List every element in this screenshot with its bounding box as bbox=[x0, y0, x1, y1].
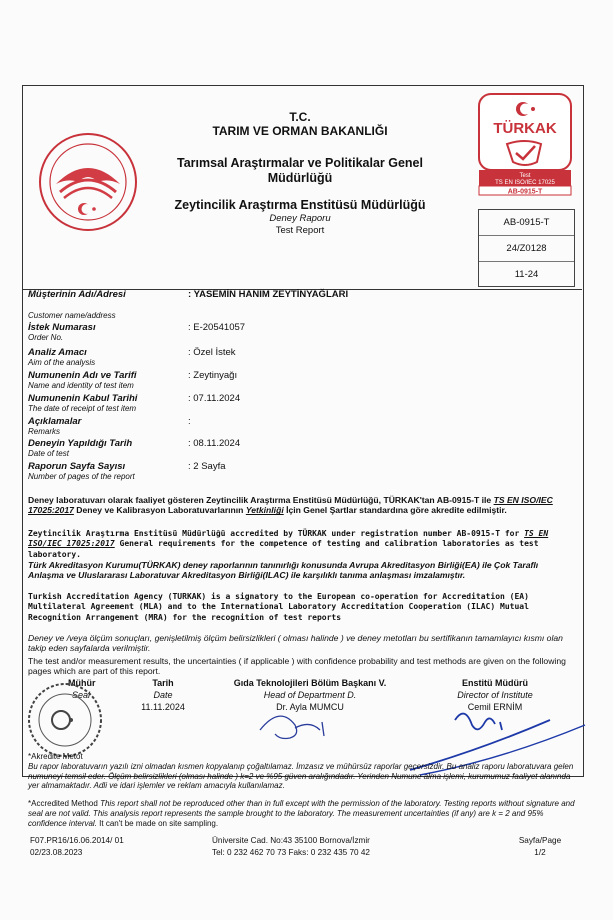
accreditation-paragraph-en: Zeytincilik Araştırma Enstitüsü Müdürlüğü accredited by TÜRKAK under registration number AB-0915-T for TS EN ISO/IEC 17025:2017 General requirements for the competence of testing and calibration laboratories as test laboratory. bbox=[28, 529, 549, 559]
field-label: Raporun Sayfa Sayısı bbox=[28, 461, 126, 472]
ministry-title: TARIM VE ORMAN BAKANLIĞI bbox=[212, 124, 388, 138]
head-title: Gıda Teknolojileri Bölüm Başkanı V. bbox=[233, 678, 387, 688]
notes-en: *Accredited Method This report shall not be reproduced other than in full except with the permission of the laboratory. Testing reports without signature and seal are not valid. This analysis report represents the sample brought to the laboratory. The measurement uncertainties (if any) are k = 2 and 95% confidence interval. It can't be made on site sampling. bbox=[28, 799, 575, 828]
seal-label-en: Seal bbox=[72, 690, 91, 700]
title-tc: T.C. bbox=[289, 110, 311, 124]
field-value: : YASEMİN HANIM ZEYTİNYAĞLARI bbox=[188, 289, 349, 300]
head-name: Dr. Ayla MUMCU bbox=[276, 702, 344, 712]
turkak-logo bbox=[477, 92, 573, 196]
head-title-en: Head of Department D. bbox=[263, 690, 357, 700]
field-value: : 07.11.2024 bbox=[188, 393, 241, 404]
date-label: Tarih bbox=[152, 678, 174, 688]
recognition-paragraph-en: Turkish Accreditation Agency (TURKAK) is a signatory to the European co-operation for Accreditation (EA) Multilateral Agreement (MLA) and to the International Laboratory Accreditation Cooperation (ILAC) Mutual Recognition Arrangement (MRA) for the recognition of test reports bbox=[28, 592, 529, 622]
field-label: Analiz Amacı bbox=[28, 347, 87, 358]
report-title-en: Test Report bbox=[275, 225, 325, 236]
report-date-code: 11-24 bbox=[514, 269, 539, 280]
phone-fax: Tel: 0 232 462 70 73 Faks: 0 232 435 70 42 bbox=[212, 848, 370, 857]
general-directorate-title: Tarımsal Araştırmalar ve Politikalar Genel Müdürlüğü bbox=[177, 156, 423, 185]
field-label: İstek Numarası bbox=[28, 322, 96, 333]
field-sublabel: Number of pages of the report bbox=[28, 472, 135, 481]
report-code-box bbox=[478, 209, 575, 287]
page-number: 1/2 bbox=[534, 848, 546, 857]
director-name: Cemil ERNİM bbox=[467, 702, 523, 712]
director-title-en: Director of Institute bbox=[457, 690, 533, 700]
report-title-tr: Deney Raporu bbox=[269, 213, 331, 224]
field-sublabel: Customer name/address bbox=[28, 311, 116, 320]
revision: 02/23.08.2023 bbox=[30, 848, 83, 857]
date-label-en: Date bbox=[153, 690, 173, 700]
field-value: : 2 Sayfa bbox=[188, 461, 226, 472]
field-label: Numunenin Adı ve Tarifi bbox=[28, 370, 137, 381]
results-paragraph-tr: Deney ve /veya ölçüm sonuçları, genişletilmiş ölçüm belirsizlikleri ( olması halinde ) ve deney metotları bu sertifikanın tamamlayıcı kısmı olan takip eden sayfalarda verilmiştir. bbox=[28, 633, 563, 654]
address: Üniversite Cad. No:43 35100 Bornova/İzmir bbox=[212, 836, 370, 845]
turkak-name: TÜRKAK bbox=[493, 120, 557, 137]
turkak-test: Test bbox=[519, 173, 531, 179]
field-sublabel: Order No. bbox=[28, 333, 64, 342]
field-value: : 08.11.2024 bbox=[188, 438, 241, 449]
field-value: : E-20541057 bbox=[188, 322, 246, 333]
field-sublabel: Name and identity of test item bbox=[28, 381, 134, 390]
page-label: Sayfa/Page bbox=[518, 836, 562, 845]
accreditation-code: AB-0915-T bbox=[479, 210, 574, 236]
recognition-paragraph-tr: Türk Akreditasyon Kurumu(TÜRKAK) deney raporlarının tanınırlığı konusunda Avrupa Akreditasyon Birliği(EA) ile Çok Taraflı Anlaşma ve Uluslararası Laboratuvar Akreditasyon Birliği(ILAC) ile karşılıklı tanıma anlaşması imzalamıştır. bbox=[28, 560, 539, 581]
turkak-code: AB-0915-T bbox=[507, 188, 543, 196]
field-value: : Zeytinyağı bbox=[188, 370, 238, 381]
director-title: Enstitü Müdürü bbox=[462, 678, 528, 688]
notes-tr: *Akredite Metot Bu rapor laboratuvarın yazılı izni olmadan kısmen kopyalanıp çoğaltılamaz. İmzasız ve mühürsüz raporlar geçersizdir. Bu analiz raporu laboratuvara gelen numuneyi temsil eder. Ölçüm belirsizlikleri (olması halinde ) k=2 ve %95 güven aralığındadır. Yerinden Numune alma işlemi, kurumumuz faaliyet alanında yer almamaktadır. Adli ve idari işlemler ve reklam amacıyla kullanılamaz. bbox=[28, 752, 574, 791]
accreditation-paragraph-tr: Deney laboratuvarı olarak faaliyet gösteren Zeytincilik Araştırma Enstitüsü Müdürlüğü, TÜRKAK'tan AB-0915-T ile TS EN ISO/IEC 17025:2017 Deney ve Kalibrasyon Laboratuvarlarının Yetkinliği İçin Genel Şartlar standardına göre akredite edilmiştir. bbox=[28, 495, 553, 516]
institute-title: Zeytincilik Araştırma Enstitüsü Müdürlüğü bbox=[174, 198, 426, 212]
field-sublabel: Remarks bbox=[28, 427, 61, 436]
field-sublabel: Date of test bbox=[28, 449, 69, 458]
turkak-standard: TS EN ISO/IEC 17025 bbox=[495, 180, 555, 186]
field-sublabel: The date of receipt of test item bbox=[28, 404, 137, 413]
signature-date: 11.11.2024 bbox=[141, 702, 185, 712]
field-sublabel: Aim of the analysis bbox=[28, 358, 96, 367]
field-label: Deneyin Yapıldığı Tarih bbox=[28, 438, 133, 449]
report-number: 24/Z0128 bbox=[479, 236, 574, 262]
ministry-seal-icon bbox=[38, 132, 138, 232]
field-label: Müşterinin Adı/Adresi bbox=[28, 289, 126, 300]
form-code: F07.PR16/16.06.2014/ 01 bbox=[30, 836, 124, 845]
official-stamp-icon bbox=[25, 680, 105, 760]
field-label: Numunenin Kabul Tarihi bbox=[28, 393, 138, 404]
field-value: : Özel İstek bbox=[188, 347, 236, 358]
seal-label: Mühür bbox=[68, 678, 96, 688]
field-label: Açıklamalar bbox=[28, 416, 82, 427]
field-value: : bbox=[188, 416, 191, 427]
results-paragraph-en: The test and/or measurement results, the uncertainties ( if applicable ) with confidence probability and test methods are given on the following pages which are part of this report. bbox=[28, 656, 566, 677]
